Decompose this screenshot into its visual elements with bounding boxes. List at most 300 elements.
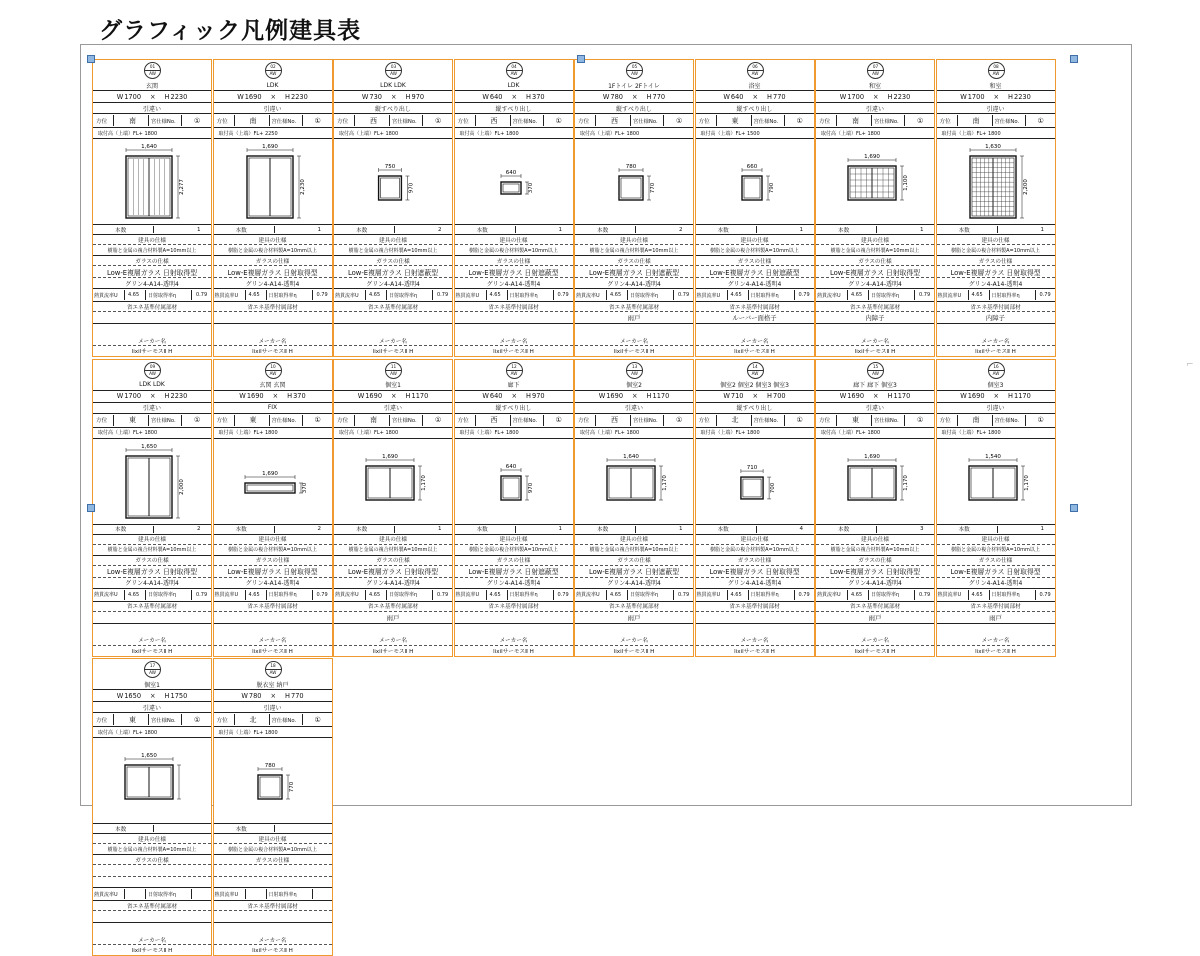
height-value: 2230 bbox=[1014, 92, 1031, 101]
size-row bbox=[816, 391, 934, 403]
maker-value: lixilサーモスⅡ H bbox=[131, 349, 173, 355]
glass-type: Low-E複層ガラス 日射取得型 bbox=[227, 568, 318, 576]
width-dimension-label: 710 bbox=[746, 464, 757, 471]
direction-value: 東 bbox=[249, 416, 257, 424]
width-dimension-label: 1,650 bbox=[141, 753, 157, 759]
window-drawing-area bbox=[696, 144, 815, 224]
eco-label-row bbox=[334, 302, 452, 312]
window-card[interactable] bbox=[454, 359, 574, 657]
maker-label: メーカー名 bbox=[740, 338, 769, 345]
cell-divider bbox=[145, 590, 146, 600]
thermal-label: 熱貫流率U bbox=[214, 592, 239, 598]
thermal-value: 4.65 bbox=[489, 292, 501, 298]
times-sign: × bbox=[873, 92, 879, 101]
cell-divider bbox=[386, 590, 387, 600]
eco-accessory-row bbox=[334, 312, 452, 324]
window-elevation-drawing bbox=[696, 444, 815, 524]
window-card[interactable] bbox=[92, 59, 212, 357]
mount-height-row bbox=[93, 428, 211, 439]
eco-accessory-row bbox=[93, 911, 211, 923]
thermal-value: 4.65 bbox=[128, 292, 140, 298]
window-frame bbox=[740, 477, 762, 499]
cell-divider bbox=[794, 290, 795, 300]
fittings-spec-label: 建具の仕様 bbox=[499, 537, 528, 543]
fittings-spec-label-row bbox=[334, 535, 452, 545]
count-label: 本数 bbox=[235, 826, 247, 833]
operation-row bbox=[937, 103, 1055, 114]
room-name: 玄関 玄関 bbox=[259, 382, 286, 389]
performance-row bbox=[696, 289, 814, 302]
room-name: 浴室 bbox=[748, 82, 761, 90]
window-card[interactable] bbox=[695, 359, 815, 657]
maker-value: lixilサーモスⅡ H bbox=[975, 648, 1016, 655]
maker-value-row bbox=[334, 346, 452, 356]
performance-row bbox=[937, 589, 1055, 602]
eco-accessory: 雨戸 bbox=[868, 613, 882, 622]
direction-label: 方位 bbox=[96, 418, 108, 424]
glass-spec-label-row bbox=[214, 855, 332, 865]
mount-height: 取付高（上端）FL+ 1800 bbox=[700, 430, 760, 436]
cell-divider bbox=[997, 226, 998, 233]
width-prefix: W bbox=[241, 691, 248, 700]
performance-row bbox=[455, 289, 573, 302]
width-prefix: W bbox=[239, 392, 246, 400]
height-dimension-label: 790 bbox=[768, 182, 775, 194]
eco-accessory-label: 省エネ基準付属部材 bbox=[488, 304, 539, 311]
spec-no-value: ① bbox=[194, 416, 201, 424]
direction-value: 南 bbox=[249, 116, 257, 125]
count-row bbox=[937, 224, 1055, 235]
height-dimension-label: 700 bbox=[769, 482, 776, 493]
cell-divider bbox=[274, 526, 275, 533]
room-row bbox=[696, 380, 814, 391]
eco-accessory: 内障子 bbox=[865, 314, 885, 322]
height-dimension-label: 1,170 bbox=[662, 474, 668, 491]
solar-value: 0.79 bbox=[798, 591, 810, 598]
thermal-value: 4.65 bbox=[730, 292, 742, 298]
cell-divider bbox=[756, 526, 757, 533]
spec-no-value: ① bbox=[555, 416, 562, 424]
glass-type-row bbox=[93, 266, 211, 278]
direction-label: 方位 bbox=[96, 118, 108, 125]
width-dimension-label: 640 bbox=[505, 170, 516, 176]
glass-type: Low-E複層ガラス 日射取得型 bbox=[950, 568, 1041, 576]
glass-type-row bbox=[816, 566, 934, 578]
frame-spec-row bbox=[93, 545, 211, 556]
mount-height: 取付高（上端）FL+ 1800 bbox=[580, 130, 640, 137]
cell-divider bbox=[957, 415, 958, 426]
cell-divider bbox=[595, 415, 596, 426]
direction-value: 西 bbox=[490, 116, 498, 125]
maker-label: メーカー名 bbox=[861, 338, 889, 345]
glass-type-row bbox=[455, 566, 573, 578]
cell-divider bbox=[475, 415, 476, 426]
height-value: 770 bbox=[652, 92, 666, 101]
window-card[interactable] bbox=[213, 658, 333, 956]
solar-value: 0.79 bbox=[437, 292, 449, 298]
cell-divider bbox=[486, 590, 487, 600]
frame-spec: 樹脂と金属の複合材料製A=10mm以上 bbox=[589, 247, 679, 254]
operation-type: 縦すべり出し bbox=[736, 105, 773, 113]
glass-type-row bbox=[816, 266, 934, 278]
height-prefix: H bbox=[1008, 92, 1014, 101]
height-dimension-label: 970 bbox=[527, 482, 534, 493]
height-prefix: H bbox=[164, 691, 170, 700]
maker-label: メーカー名 bbox=[861, 638, 889, 644]
size-row bbox=[334, 391, 452, 403]
count-value: 2 bbox=[438, 226, 442, 233]
fittings-spec-label: 建具の仕様 bbox=[740, 237, 769, 244]
cell-divider bbox=[245, 290, 246, 300]
maker-value: lixilサーモスⅡ H bbox=[975, 349, 1016, 355]
window-number-badge bbox=[626, 62, 643, 79]
thermal-value: 4.65 bbox=[971, 292, 983, 298]
window-card[interactable] bbox=[695, 59, 815, 357]
eco-accessory-label: 省エネ基準付属部材 bbox=[488, 604, 539, 610]
fittings-spec-label: 建具の仕様 bbox=[499, 237, 528, 244]
count-label: 本数 bbox=[597, 527, 609, 533]
mount-height: 取付高（上端）FL+ 1800 bbox=[98, 130, 158, 137]
spec-no-label: 宮仕様No. bbox=[753, 118, 779, 125]
performance-row bbox=[696, 589, 814, 602]
glass-spec-label-row bbox=[937, 556, 1055, 566]
operation-row bbox=[455, 403, 573, 414]
width-value: 1690 bbox=[847, 392, 865, 400]
cell-divider bbox=[868, 590, 869, 600]
glass-type-row bbox=[93, 566, 211, 578]
height-prefix: H bbox=[526, 392, 532, 400]
window-number: 07 bbox=[872, 64, 879, 69]
window-sash bbox=[621, 178, 641, 198]
eco-accessory-row bbox=[816, 612, 934, 624]
count-value: 1 bbox=[920, 226, 924, 233]
maker-label-row bbox=[816, 336, 934, 346]
count-row bbox=[93, 823, 211, 834]
cell-divider bbox=[784, 115, 785, 126]
glass-type: Low-E複層ガラス 日射取得型 bbox=[950, 268, 1041, 277]
window-drawing-area bbox=[455, 144, 574, 224]
size-row bbox=[214, 690, 332, 702]
corner-mark-icon: ⌐ bbox=[1186, 360, 1194, 370]
fittings-spec-label: 建具の仕様 bbox=[138, 537, 166, 543]
fittings-spec-label-row bbox=[455, 235, 573, 245]
glass-spec-label: ガラスの仕様 bbox=[617, 258, 651, 265]
height-value: 1170 bbox=[1014, 392, 1031, 400]
glass-type-row bbox=[214, 566, 332, 578]
times-sign: × bbox=[873, 392, 879, 400]
solar-value: 0.79 bbox=[316, 591, 328, 598]
glass-composition-row bbox=[696, 578, 814, 589]
spec-no-value: ① bbox=[796, 416, 803, 424]
window-sash bbox=[503, 478, 519, 498]
width-dimension-label: 780 bbox=[264, 763, 275, 769]
selection-handle-mid-left[interactable] bbox=[87, 504, 95, 512]
window-number: 01 bbox=[149, 64, 156, 69]
room-row bbox=[214, 679, 332, 690]
glass-composition-row bbox=[575, 578, 693, 589]
solar-label: 日射取得率η bbox=[509, 592, 538, 598]
window-card[interactable] bbox=[454, 59, 574, 357]
glass-spec-label: ガラスの仕様 bbox=[255, 558, 290, 564]
room-row bbox=[816, 80, 934, 91]
window-number: 06 bbox=[752, 64, 758, 69]
width-dimension-label: 780 bbox=[625, 164, 637, 170]
solar-label: 日射取得率η bbox=[991, 292, 1020, 299]
mount-height-row bbox=[334, 428, 452, 439]
window-type-code: AW bbox=[992, 370, 1000, 376]
window-type-code: AW bbox=[872, 370, 879, 376]
spec-no-label: 宮仕様No. bbox=[151, 118, 176, 125]
height-dimension-label: 370 bbox=[527, 182, 534, 194]
cell-divider bbox=[389, 415, 390, 426]
thermal-label: 熱貫流率U bbox=[214, 292, 239, 299]
maker-label-row bbox=[93, 935, 211, 945]
direction-row bbox=[214, 713, 332, 727]
performance-row bbox=[455, 589, 573, 602]
window-card[interactable] bbox=[574, 59, 694, 357]
window-card[interactable] bbox=[815, 359, 935, 657]
width-prefix: W bbox=[482, 392, 489, 400]
window-elevation-drawing bbox=[93, 144, 212, 224]
cell-divider bbox=[269, 115, 270, 126]
count-row bbox=[575, 524, 693, 535]
spec-no-label: 宮仕様No. bbox=[633, 118, 658, 125]
count-value: 1 bbox=[1040, 526, 1045, 532]
room-name: LDK bbox=[266, 81, 279, 89]
count-label: 本数 bbox=[356, 227, 368, 234]
cell-divider bbox=[234, 714, 235, 725]
glass-spec-label: ガラスの仕様 bbox=[978, 558, 1013, 564]
maker-value: lixilサーモスⅡ H bbox=[372, 648, 414, 655]
eco-label-row bbox=[696, 602, 814, 612]
width-value: 780 bbox=[248, 691, 262, 700]
width-value: 1700 bbox=[124, 92, 142, 101]
width-value: 780 bbox=[610, 92, 624, 101]
cell-divider bbox=[989, 290, 990, 300]
maker-label-row bbox=[334, 636, 452, 646]
operation-type: 引違い bbox=[865, 105, 884, 113]
maker-value-row bbox=[214, 646, 332, 656]
glass-spec-label: ガラスの仕様 bbox=[617, 558, 651, 564]
glass-type-row bbox=[696, 566, 814, 578]
window-card[interactable] bbox=[936, 359, 1056, 657]
cell-divider bbox=[113, 714, 114, 725]
eco-accessory-row bbox=[334, 612, 452, 624]
window-card[interactable] bbox=[333, 359, 453, 657]
selection-handle-top-right[interactable] bbox=[1070, 55, 1078, 63]
eco-label-row bbox=[455, 602, 573, 612]
cell-divider bbox=[997, 526, 998, 533]
size-row bbox=[575, 91, 693, 103]
height-value: 2230 bbox=[170, 392, 188, 400]
thermal-value: 4.65 bbox=[730, 591, 742, 598]
fittings-spec-label: 建具の仕様 bbox=[740, 537, 769, 543]
window-type-code: AW bbox=[751, 370, 759, 376]
spec-no-value: ① bbox=[917, 416, 924, 424]
eco-accessory-row bbox=[575, 312, 693, 324]
cell-divider bbox=[510, 115, 511, 126]
fittings-spec-label: 建具の仕様 bbox=[258, 537, 287, 543]
cell-divider bbox=[1035, 290, 1036, 300]
frame-spec-row bbox=[455, 545, 573, 556]
mount-height: 取付高（上端）FL+ 1800 bbox=[218, 729, 278, 736]
window-card[interactable] bbox=[574, 359, 694, 657]
cell-divider bbox=[475, 115, 476, 126]
direction-label: 方位 bbox=[337, 118, 349, 125]
spec-no-label: 宮仕様No. bbox=[151, 717, 176, 724]
glass-type-row bbox=[214, 865, 332, 877]
size-row bbox=[816, 91, 934, 103]
direction-label: 方位 bbox=[457, 118, 469, 125]
maker-value-row bbox=[455, 346, 573, 356]
solar-label: 日射取得率η bbox=[148, 891, 177, 898]
direction-row bbox=[816, 414, 934, 428]
glass-spec-label-row bbox=[696, 556, 814, 566]
glass-type-row bbox=[93, 865, 211, 877]
window-elevation-drawing bbox=[334, 144, 453, 224]
window-drawing-area bbox=[816, 444, 935, 524]
size-row bbox=[93, 690, 211, 702]
window-drawing-area bbox=[214, 743, 333, 823]
selection-handle-top-mid[interactable] bbox=[577, 55, 585, 63]
height-prefix: H bbox=[287, 392, 293, 400]
cell-divider bbox=[354, 115, 355, 126]
performance-row bbox=[214, 289, 332, 302]
window-elevation-drawing bbox=[937, 444, 1056, 524]
maker-value: lixilサーモスⅡ H bbox=[252, 349, 293, 355]
glass-spec-label: ガラスの仕様 bbox=[135, 857, 169, 864]
room-name: LDK bbox=[507, 81, 520, 89]
solar-value: 0.79 bbox=[316, 292, 328, 298]
room-name: 個室2 個室2 個室3 個室3 bbox=[720, 382, 789, 389]
count-label: 本数 bbox=[958, 227, 970, 234]
height-prefix: H bbox=[526, 92, 532, 101]
fittings-spec-label: 建具の仕様 bbox=[138, 836, 166, 843]
window-drawing-area bbox=[575, 444, 694, 524]
window-card[interactable] bbox=[333, 59, 453, 357]
count-label: 本数 bbox=[115, 227, 127, 234]
cell-divider bbox=[871, 115, 872, 126]
operation-type: 引違い bbox=[624, 405, 643, 412]
count-label: 本数 bbox=[115, 826, 127, 833]
window-card[interactable] bbox=[213, 359, 333, 657]
cell-divider bbox=[113, 415, 114, 426]
eco-accessory-label: 省エネ基準付属部材 bbox=[849, 304, 901, 311]
thermal-value: 4.65 bbox=[248, 591, 260, 598]
times-sign: × bbox=[511, 92, 518, 101]
maker-value: lixilサーモスⅡ H bbox=[854, 648, 896, 655]
eco-label-row bbox=[575, 602, 693, 612]
cell-divider bbox=[124, 590, 125, 600]
height-value: 770 bbox=[773, 92, 786, 101]
spec-no-label: 宮仕様No. bbox=[271, 717, 297, 724]
width-dimension-label: 1,540 bbox=[984, 453, 1001, 460]
glass-composition-row bbox=[214, 278, 332, 289]
count-row bbox=[334, 224, 452, 235]
maker-label-row bbox=[937, 336, 1055, 346]
frame-spec-row bbox=[455, 245, 573, 256]
operation-type: FIX bbox=[267, 404, 278, 411]
cell-divider bbox=[748, 290, 749, 300]
direction-label: 方位 bbox=[939, 418, 951, 424]
mount-height-row bbox=[937, 128, 1055, 139]
mount-height-row bbox=[93, 128, 211, 139]
height-prefix: H bbox=[164, 92, 170, 101]
room-name: 廊下 bbox=[507, 382, 520, 389]
window-card[interactable] bbox=[936, 59, 1056, 357]
operation-row bbox=[455, 103, 573, 114]
cell-divider bbox=[148, 115, 149, 126]
window-card[interactable] bbox=[213, 59, 333, 357]
cell-divider bbox=[992, 415, 993, 426]
solar-label: 日射取得率η bbox=[268, 292, 297, 299]
fittings-spec-label: 建具の仕様 bbox=[258, 237, 287, 244]
frame-spec: 樹脂と金属の複合材料製A=10mm以上 bbox=[830, 547, 920, 553]
window-number-badge bbox=[626, 362, 643, 379]
direction-value: 南 bbox=[972, 116, 980, 125]
frame-spec: 樹脂と金属の複合材料製A=10mm以上 bbox=[107, 846, 197, 853]
glass-spec-label: ガラスの仕様 bbox=[135, 258, 169, 265]
cell-divider bbox=[266, 290, 267, 300]
height-dimension-label: 770 bbox=[288, 781, 295, 793]
maker-label: メーカー名 bbox=[981, 338, 1010, 345]
glass-type: Low-E複層ガラス 日射遮蔽型 bbox=[709, 268, 800, 277]
solar-label: 日射取得率η bbox=[268, 891, 297, 898]
maker-value-row bbox=[575, 346, 693, 356]
glass-type: Low-E複層ガラス 日射取得型 bbox=[106, 268, 198, 277]
cell-divider bbox=[751, 415, 752, 426]
cell-divider bbox=[1035, 590, 1036, 600]
room-row bbox=[575, 80, 693, 91]
window-card[interactable] bbox=[815, 59, 935, 357]
mount-height-row bbox=[696, 428, 814, 439]
width-value: 640 bbox=[730, 92, 744, 101]
window-card[interactable] bbox=[92, 359, 212, 657]
maker-label: メーカー名 bbox=[379, 638, 407, 644]
window-card[interactable] bbox=[92, 658, 212, 956]
fittings-spec-label: 建具の仕様 bbox=[379, 537, 407, 543]
cell-divider bbox=[507, 290, 508, 300]
window-number: 10 bbox=[270, 363, 276, 369]
selection-handle-top-left[interactable] bbox=[87, 55, 95, 63]
eco-label-row bbox=[816, 302, 934, 312]
cell-divider bbox=[663, 415, 664, 426]
mount-height: 取付高（上端）FL+ 1800 bbox=[459, 130, 519, 137]
cell-divider bbox=[635, 226, 636, 233]
window-number: 08 bbox=[993, 64, 999, 69]
width-value: 640 bbox=[489, 92, 503, 101]
window-number: 14 bbox=[752, 363, 758, 369]
glass-spec-label-row bbox=[696, 256, 814, 266]
height-dimension-label: 2,200 bbox=[1022, 179, 1029, 195]
glass-spec-label-row bbox=[93, 855, 211, 865]
direction-label: 方位 bbox=[939, 118, 951, 125]
performance-row bbox=[334, 289, 452, 302]
eco-label-row bbox=[937, 302, 1055, 312]
count-label: 本数 bbox=[838, 227, 850, 234]
selection-handle-mid-right[interactable] bbox=[1070, 504, 1078, 512]
thermal-label: 熱貫流率U bbox=[214, 891, 239, 898]
eco-label-row bbox=[93, 302, 211, 312]
maker-label-row bbox=[816, 636, 934, 646]
direction-label: 方位 bbox=[578, 418, 590, 424]
window-type-code: AW bbox=[992, 71, 1000, 76]
window-frame bbox=[619, 176, 643, 200]
direction-row bbox=[214, 414, 332, 428]
count-label: 本数 bbox=[717, 527, 729, 533]
glass-spec-label: ガラスの仕様 bbox=[496, 558, 531, 564]
maker-value-row bbox=[575, 646, 693, 656]
